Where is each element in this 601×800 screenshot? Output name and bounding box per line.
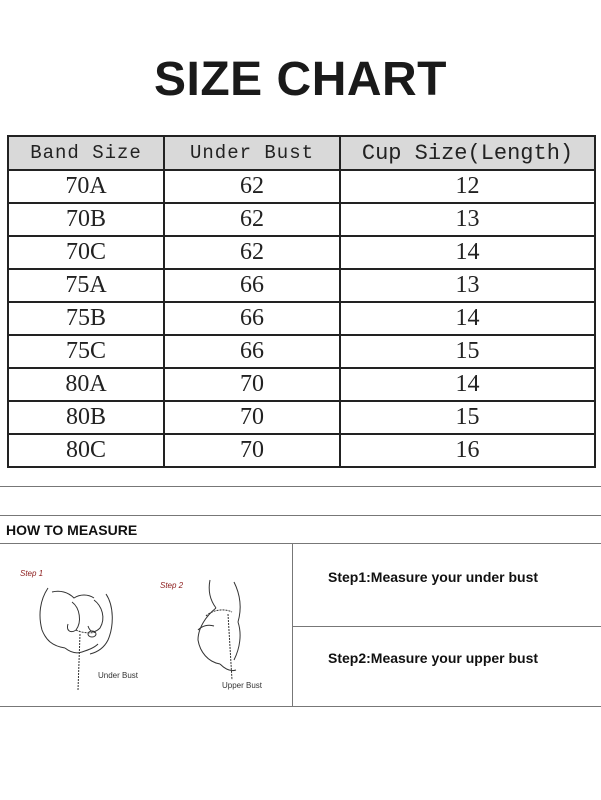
under-bust-cell: 66 <box>164 335 340 368</box>
cup-size-cell: 13 <box>340 269 595 302</box>
under-bust-label: Under Bust <box>98 671 139 680</box>
band-size-cell: 75B <box>8 302 164 335</box>
under-bust-cell: 70 <box>164 434 340 467</box>
table-row <box>8 269 595 302</box>
cup-size-cell: 14 <box>340 368 595 401</box>
band-size-cell: 75A <box>8 269 164 302</box>
divider <box>0 486 601 487</box>
cup-size-cell: 12 <box>340 170 595 203</box>
header-under-bust: Under Bust <box>164 136 340 170</box>
band-size-cell: 70C <box>8 236 164 269</box>
under-bust-cell: 62 <box>164 170 340 203</box>
under-bust-cell: 66 <box>164 269 340 302</box>
upper-bust-label: Upper Bust <box>222 681 263 690</box>
table-row <box>8 203 595 236</box>
upper-bust-figure <box>198 580 240 680</box>
header-band-size: Band Size <box>8 136 164 170</box>
divider <box>292 626 601 627</box>
table-row <box>8 335 595 368</box>
step1-illustration-label: Step 1 <box>20 569 44 578</box>
under-bust-cell: 66 <box>164 302 340 335</box>
cup-size-cell: 15 <box>340 335 595 368</box>
cup-size-cell: 14 <box>340 302 595 335</box>
band-size-cell: 80A <box>8 368 164 401</box>
band-size-cell: 70B <box>8 203 164 236</box>
cup-size-cell: 16 <box>340 434 595 467</box>
under-bust-cell: 70 <box>164 368 340 401</box>
table-row <box>8 401 595 434</box>
divider <box>0 515 601 516</box>
under-bust-cell: 70 <box>164 401 340 434</box>
how-to-measure-heading: HOW TO MEASURE <box>6 522 138 538</box>
divider <box>0 706 601 707</box>
header-cup-size: Cup Size(Length) <box>340 136 595 170</box>
band-size-cell: 80B <box>8 401 164 434</box>
step2-instruction: Step2:Measure your upper bust <box>328 650 539 666</box>
table-row <box>8 302 595 335</box>
table-row <box>8 236 595 269</box>
band-size-cell: 70A <box>8 170 164 203</box>
band-size-cell: 80C <box>8 434 164 467</box>
table-header-row <box>8 136 595 170</box>
under-bust-cell: 62 <box>164 203 340 236</box>
cup-size-cell: 15 <box>340 401 595 434</box>
divider <box>0 543 601 544</box>
table-row <box>8 434 595 467</box>
divider <box>292 543 293 707</box>
measuring-illustration <box>10 560 280 700</box>
cup-size-cell: 13 <box>340 203 595 236</box>
cup-size-cell: 14 <box>340 236 595 269</box>
step2-illustration-label: Step 2 <box>160 581 184 590</box>
band-size-cell: 75C <box>8 335 164 368</box>
step1-instruction: Step1:Measure your under bust <box>328 569 539 585</box>
under-bust-cell: 62 <box>164 236 340 269</box>
table-row <box>8 368 595 401</box>
table-row <box>8 170 595 203</box>
page-title: SIZE CHART <box>154 53 447 106</box>
size-chart-table <box>7 135 596 468</box>
